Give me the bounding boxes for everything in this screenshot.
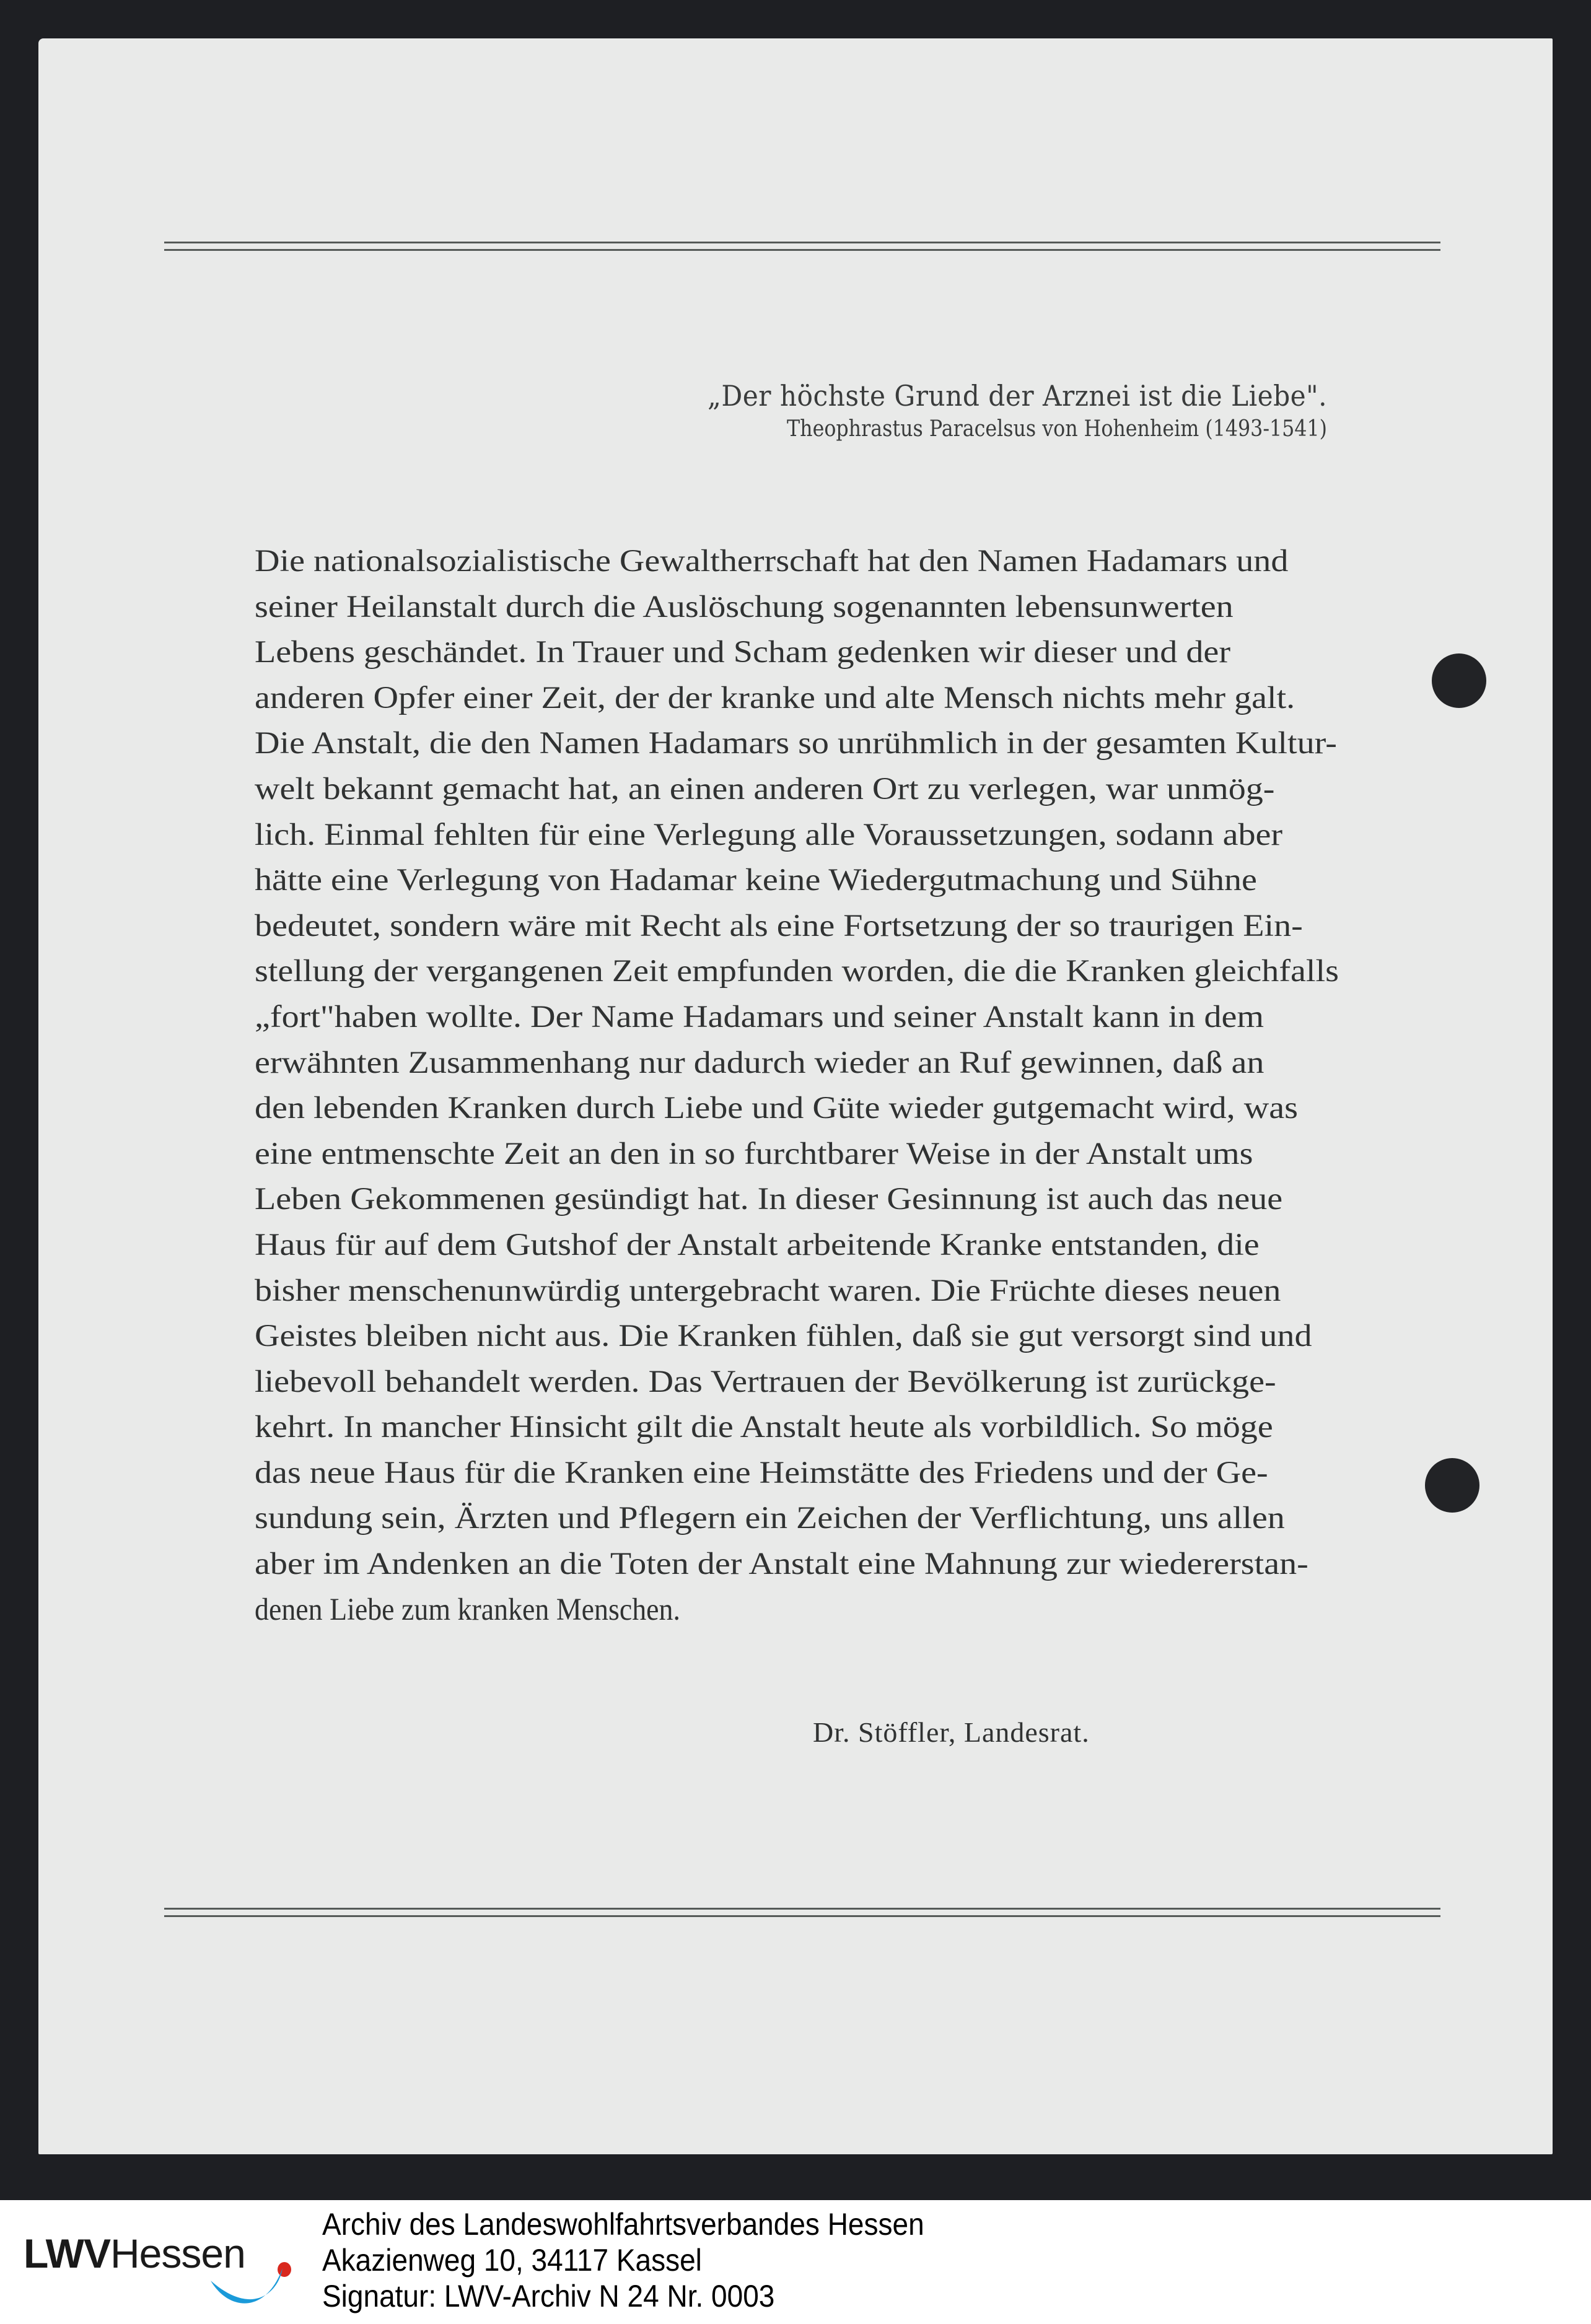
punch-hole [1425,1458,1479,1513]
body-line: liebevoll behandelt werden. Das Vertrauen der Bevölkerung ist zurückge- [255,1364,1276,1399]
body-line: Die nationalsozialistische Gewaltherrschaft hat den Namen Hadamars und [255,544,1289,579]
epigraph-quote: „Der höchste Grund der Arznei ist die Liebe". [707,379,1327,413]
body-line: stellung der vergangenen Zeit empfunden worden, die die Kranken gleichfalls [255,954,1339,989]
top-double-rule [164,242,1440,251]
body-line: seiner Heilanstalt durch die Auslöschung sogenannten lebensunwerten [255,589,1234,624]
body-line: bedeutet, sondern wäre mit Recht als eine Fortsetzung der so traurigen Ein- [255,908,1303,943]
body-line: Geistes bleiben nicht aus. Die Kranken fühlen, daß sie gut versorgt sind und [255,1319,1312,1354]
body-line: sundung sein, Ärzten und Pflegern ein Zeichen der Verflichtung, uns allen [255,1501,1285,1536]
lwv-hessen-logo [24,2230,309,2317]
body-line: aber im Andenken an die Toten der Anstalt eine Mahnung zur wiedererstan- [255,1547,1308,1582]
body-line: bisher menschenunwürdig untergebracht waren. Die Früchte dieses neuen [255,1273,1281,1308]
logo-smile-icon [209,2267,309,2317]
body-line: anderen Opfer einer Zeit, der der kranke und alte Mensch nichts mehr galt. [255,680,1295,715]
body-line: „fort"haben wollte. Der Name Hadamars und seiner Anstalt kann in dem [255,999,1264,1034]
logo-bold: LWV [24,2230,110,2276]
body-line: hätte eine Verlegung von Hadamar keine Wiedergutmachung und Sühne [255,863,1257,898]
archive-name: Archiv des Landeswohlfahrtsverbandes Hessen [322,2207,924,2242]
archive-address: Akazienweg 10, 34117 Kassel [322,2243,702,2278]
body-line: welt bekannt gemacht hat, an einen anderen Ort zu verlegen, war unmög- [255,771,1275,806]
bottom-double-rule [164,1908,1440,1918]
body-line: Die Anstalt, die den Namen Hadamars so unrühmlich in der gesamten Kultur- [255,726,1337,761]
body-line: eine entmenschte Zeit an den in so furchtbarer Weise in der Anstalt ums [255,1136,1253,1171]
body-line: lich. Einmal fehlten für eine Verlegung alle Voraussetzungen, sodann aber [255,817,1283,852]
body-line: Haus für auf dem Gutshof der Anstalt arbeitende Kranke entstanden, die [255,1227,1260,1262]
signature: Dr. Stöffler, Landesrat. [813,1716,1090,1748]
body-line: erwähnten Zusammenhang nur dadurch wieder an Ruf gewinnen, daß an [255,1045,1264,1080]
punch-hole [1432,653,1486,708]
archive-info [322,2206,976,2314]
logo-regular: Hessen [110,2230,245,2276]
epigraph [654,379,1327,442]
body-paragraph [255,539,1349,1633]
epigraph-author: Theophrastus Paracelsus von Hohenheim (1493-1541) [787,416,1327,442]
body-line: kehrt. In mancher Hinsicht gilt die Anstalt heute als vorbildlich. So möge [255,1410,1273,1445]
archive-signature-ref: Signatur: LWV-Archiv N 24 Nr. 0003 [322,2279,775,2313]
body-line: denen Liebe zum kranken Menschen. [255,1592,680,1627]
body-line: den lebenden Kranken durch Liebe und Güte wieder gutgemacht wird, was [255,1091,1298,1126]
body-line: das neue Haus für die Kranken eine Heimstätte des Friedens und der Ge- [255,1455,1268,1490]
body-line: Leben Gekommenen gesündigt hat. In dieser Gesinnung ist auch das neue [255,1182,1283,1217]
body-line: Lebens geschändet. In Trauer und Scham gedenken wir dieser und der [255,635,1231,670]
